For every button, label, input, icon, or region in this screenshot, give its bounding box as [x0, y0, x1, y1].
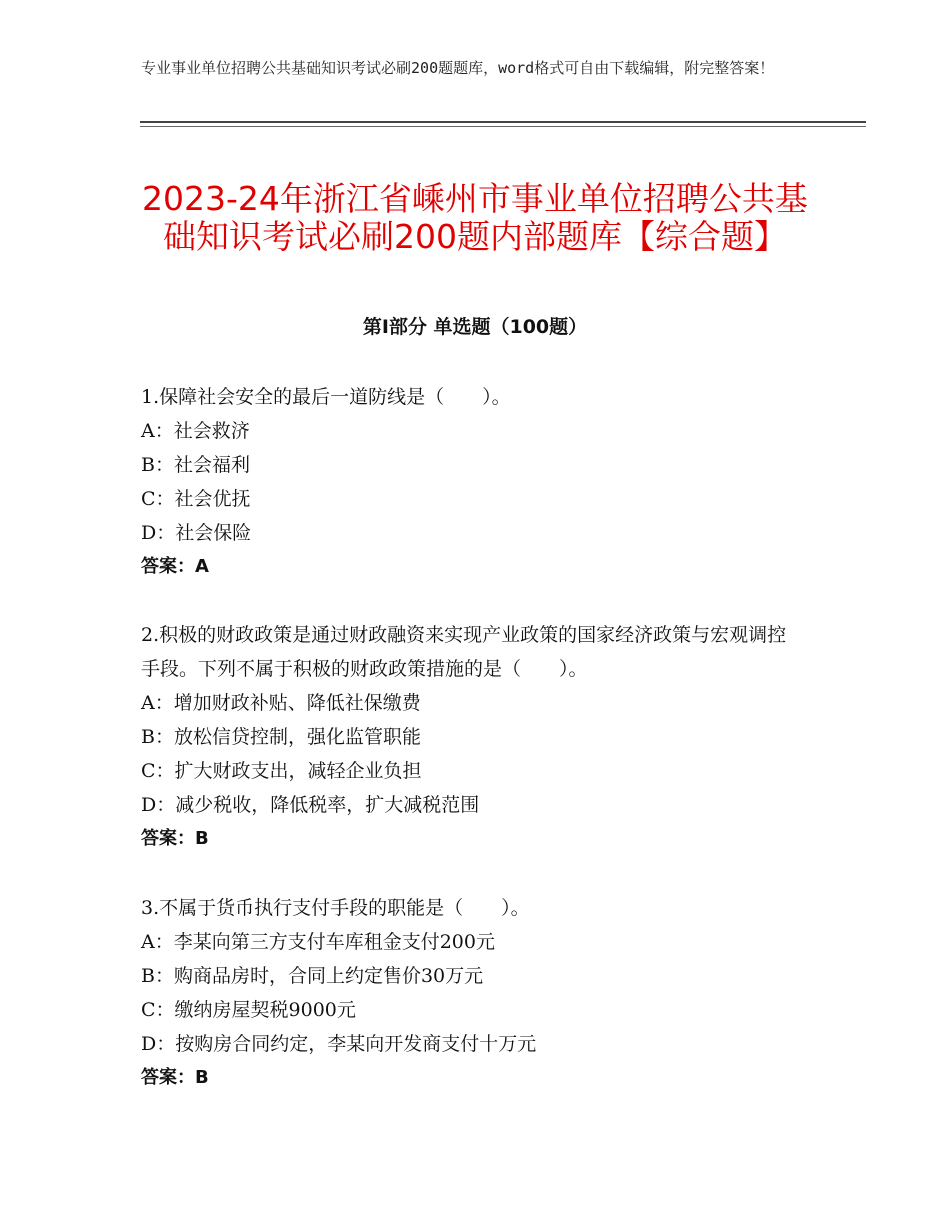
option-b: B：放松信贷控制，强化监管职能 [141, 726, 421, 748]
option-a: A：李某向第三方支付车库租金支付200元 [141, 931, 495, 953]
answer: 答案：A [141, 556, 209, 577]
option-a: A：增加财政补贴、降低社保缴费 [141, 692, 421, 714]
option-d: D：减少税收，降低税率，扩大减税范围 [141, 794, 480, 816]
question-1 [141, 380, 801, 584]
header-divider-thin [140, 126, 866, 127]
header-divider-thick [140, 121, 866, 123]
option-d: D：社会保险 [141, 522, 252, 544]
section-title: 第Ⅰ部分 单选题（100题） [362, 316, 588, 338]
question-3 [141, 891, 801, 1095]
question-2 [141, 618, 801, 856]
option-a: A：社会救济 [141, 420, 250, 442]
option-c: C：社会优抚 [141, 488, 251, 510]
option-b: B：购商品房时，合同上约定售价30万元 [141, 965, 484, 987]
question-text: 2.积极的财政政策是通过财政融资来实现产业政策的国家经济政策与宏观调控手段。下列不属于积极的财政政策措施的是（ ）。 [141, 624, 787, 680]
option-d: D：按购房合同约定，李某向开发商支付十万元 [141, 1033, 537, 1055]
answer: 答案：B [141, 828, 209, 849]
header-note: 专业事业单位招聘公共基础知识考试必刷200题题库，word格式可自由下载编辑，附完整答案！ [141, 59, 775, 77]
option-b: B：社会福利 [141, 454, 250, 476]
document-title: 2023-24年浙江省嵊州市事业单位招聘公共基础知识考试必刷200题内部题库【综合题】 [142, 179, 808, 257]
answer: 答案：B [141, 1067, 209, 1088]
option-c: C：扩大财政支出，减轻企业负担 [141, 760, 422, 782]
question-text: 3.不属于货币执行支付手段的职能是（ ）。 [141, 897, 530, 919]
option-c: C：缴纳房屋契税9000元 [141, 999, 356, 1021]
question-text: 1.保障社会安全的最后一道防线是（ ）。 [141, 386, 511, 408]
